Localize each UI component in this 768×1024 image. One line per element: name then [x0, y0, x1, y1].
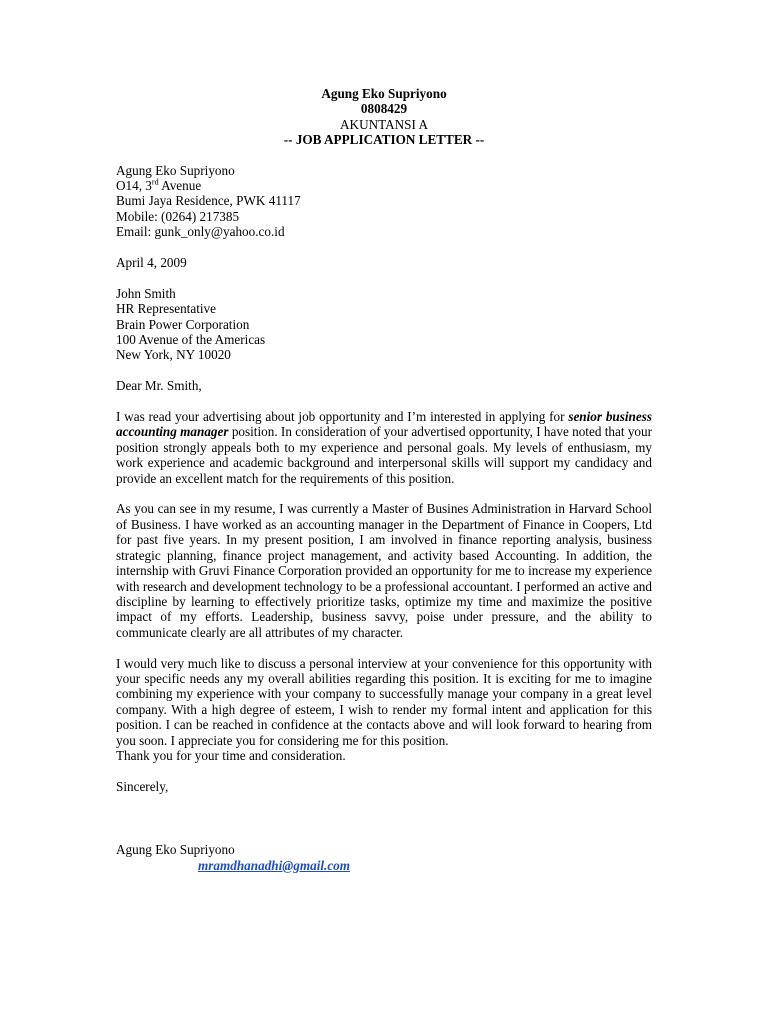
- thanks-line: Thank you for your time and consideration.: [116, 747, 346, 763]
- recipient-address: [116, 286, 652, 363]
- sender-street-number: O14, 3: [116, 178, 152, 194]
- sender-street: [116, 178, 652, 193]
- signature-email-link[interactable]: mramdhanadhi@gmail.com: [198, 857, 351, 873]
- sender-mobile: Mobile: (0264) 217385: [116, 208, 240, 224]
- recipient-street: 100 Avenue of the Americas: [116, 332, 266, 348]
- recipient-name: John Smith: [116, 285, 176, 301]
- closing-block: [116, 779, 652, 794]
- signature-block: [116, 842, 652, 873]
- sender-street-name: Avenue: [158, 178, 202, 194]
- thanks-block: [116, 748, 652, 763]
- closing: Sincerely,: [116, 778, 169, 794]
- signature-name: Agung Eko Supriyono: [116, 842, 235, 858]
- sender-email: Email: gunk_only@yahoo.co.id: [116, 224, 285, 240]
- salutation: Dear Mr. Smith,: [116, 378, 202, 394]
- paragraph-1-emphasis: senior business accounting manager: [116, 409, 652, 440]
- paragraph-1-lead: I was read your advertising about job opportunity and I’m interested in applying for: [116, 409, 569, 425]
- body-paragraph-3: I would very much like to discuss a personal interview at your convenience for this opportunity with your specific needs any my overall abilities regarding this position. It is exciting for me to imagine combining my experience with your company to successfully manage your company in a great level company. With a high degree of esteem, I wish to render my formal intent and application for this position. I can be reached in confidence at the contacts above and will look forward to hearing from you soon. I appreciate you for considering me for this position.: [116, 655, 652, 748]
- letter-page: [116, 86, 652, 873]
- paragraph-1-rest: position. In consideration of your advertised opportunity, I have noted that your position strongly appeals both to my experience and personal goals. My levels of enthusiasm, my work experience and academic background and interpersonal skills will support my candidacy and provide an excellent match for the requirements of this position.: [116, 424, 652, 486]
- header-id: 0808429: [360, 101, 408, 117]
- signature-space: [116, 794, 652, 842]
- salutation-block: [116, 378, 652, 393]
- sender-address: [116, 163, 652, 240]
- header-class: AKUNTANSI A: [340, 116, 428, 132]
- sender-street-suffix-sup: rd: [151, 177, 159, 187]
- recipient-title: HR Representative: [116, 301, 216, 317]
- body-paragraph-1: [116, 409, 652, 486]
- recipient-city: New York, NY 10020: [116, 347, 231, 363]
- recipient-company: Brain Power Corporation: [116, 316, 250, 332]
- header-name: Agung Eko Supriyono: [321, 86, 447, 101]
- letter-date: April 4, 2009: [116, 255, 187, 271]
- sender-residence: Bumi Jaya Residence, PWK 41117: [116, 193, 301, 209]
- letter-header: [116, 86, 652, 148]
- body-paragraph-2: As you can see in my resume, I was currently a Master of Busines Administration in Harvard School of Business. I have worked as an accounting manager in the Department of Finance in Coopers, Ltd for past five years. In my present position, I am involved in finance reporting analysis, business strategic planning, finance project management, and activity based Accounting. In addition, the internship with Gruvi Finance Corporation provided an opportunity for me to increase my experience with research and development technology to be a professional accountant. I performed an active and discipline by learning to effectively prioritize tasks, optimize my time and maximize the positive impact of my efforts. Leadership, business savvy, poise under pressure, and the ability to communicate clearly are all attributes of my character.: [116, 501, 652, 640]
- letter-date-block: [116, 255, 652, 270]
- header-title: -- JOB APPLICATION LETTER --: [283, 132, 485, 148]
- sender-name: Agung Eko Supriyono: [116, 162, 235, 178]
